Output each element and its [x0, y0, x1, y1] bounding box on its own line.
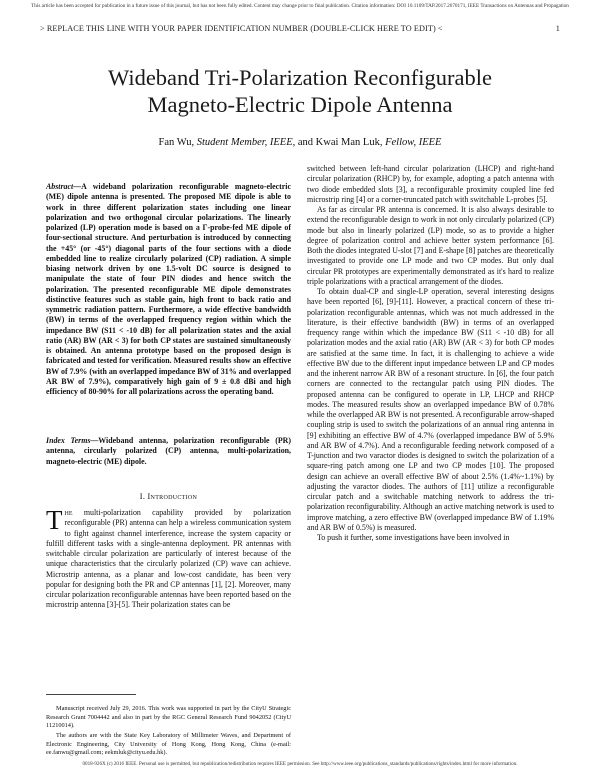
footnote-divider	[46, 694, 136, 695]
intro-first-word: he	[64, 508, 73, 517]
publication-notice: This article has been accepted for publication in a future issue of this journal, but has not been fully edited. Content may change prior to final publication. Citation information: DOI 10.1109/TAP.2017.2670171, IEEE Transactions on Antennas and Propagation	[31, 3, 569, 9]
title-line-2: Magneto-Electric Dipole Antenna	[147, 92, 453, 117]
intro-text: multi-polarization capability provided by polarization reconfigurable (PR) antenna can help a wireless communication system to fight against channel interference, increase the system capacity or fulfill different tasks with a single-antenna deployment. PR antennas with switchable circular polarization are particularly of interest because of the unique characteristics that the circularly polarized (CP) wave can achieve. Microstrip antenna, as a planar and low-cost candidate, has been very popular for designing both the PR and CP antennas [1], [2]. Moreover, many circular polarization reconfigurable antennas have been reported based on the microstrip antenna [3]-[5]. Their polarization states can be	[46, 508, 291, 610]
introduction-paragraph	[46, 505, 291, 611]
author-conjunction: and Kwai Man Luk,	[295, 137, 386, 148]
index-terms-lead: Index Terms	[46, 436, 91, 445]
right-column	[307, 164, 554, 543]
author-line	[60, 137, 540, 148]
paper-id-placeholder: > REPLACE THIS LINE WITH YOUR PAPER IDENTIFICATION NUMBER (DOUBLE-CLICK HERE TO EDIT) <	[40, 24, 443, 33]
index-terms	[46, 436, 291, 467]
index-terms-text: —Wideband antenna, polarization reconfigurable (PR) antenna, circularly polarized (CP) antenna, multi-polarization, magneto-electric (ME) dipole.	[46, 436, 291, 466]
section-heading	[46, 492, 291, 501]
abstract-text: —A wideband polarization reconfigurable magneto-electric (ME) dipole antenna is presented. The proposed ME dipole is able to work in three different polarization states including one linear polarization and two orthogonal circular polarizations. The linearly polarized (LP) operation mode is based on a Γ-probe-fed ME dipole of four-sectional structure. And perturbation is introduced by connecting the +45° (or -45°) diagonal parts of the four sections with a diode embedded line to realize circularly polarized (CP) radiation. A simple biasing network driven by one 1.5-volt DC source is designed to manipulate the state of four PIN diodes and hence switch the polarization. The presented reconfigurable ME dipole demonstrates distinctive features such as stable gain, high front to back ratio and symmetric radiation pattern. Furthermore, a wide effective bandwidth (BW) in terms of the overlapped frequency region within which the impedance BW (S11 < -10 dB) for all polarization states and the axial ratio (AR) BW (AR < 3) for both CP states are sustained simultaneously is obtained. An antenna prototype based on the proposed design is fabricated and tested for verification. Measured results show an effective BW of 7.9% (with an overlapped impedance BW of 31% and overlapped AR BW of 7.9%), comparatively high gain of 9 ± 0.8 dBi and high efficiency of 80-90% for all polarizations across the operating band.	[46, 182, 291, 396]
paragraph: To push it further, some investigations have been involved in	[317, 533, 510, 542]
drop-cap: T	[46, 505, 63, 535]
section-number: I.	[139, 492, 148, 501]
footnote-funding: Manuscript received July 29, 2016. This work was supported in part by the CityU Strategic Research Grant 7004442 and also in part by the RGC General Research Fund 9042052 (CityU 11210014).	[46, 705, 291, 729]
paper-title	[60, 64, 540, 118]
abstract	[46, 182, 291, 397]
paragraph: To obtain dual-CP and single-LP operation, several interesting designs have been reported [6], [9]-[11]. However, a practical concern of these tri-polarization reconfigurable antennas, which was not much addressed in the literature, is their effective bandwidth (BW) in terms of an overlapped frequency range within which the impedance BW (S11 < -10 dB) for all polarization modes and the axial ratio (AR) BW (AR < 3) for both CP modes are satisfied at the same time. In fact, it is challenging to achieve a wide effective BW due to the different input impedance between LP and CP modes and the inherent narrow AR BW of a resonant structure. In [6], the four patch corners are connected to the rectangular patch using PIN diodes. The proposed antenna can be configured to operate in LP, LHCP and RHCP modes. The measured results show an overlapped impedance BW of 0.78% while the overlapped AR BW is not presented. A reconfigurable arrow-shaped coupling strip is used to switch the polarizations of an annual ring antenna in [9] exhibiting an effective BW of 4.7% (overlapped impedance BW of 5.9% and AR BW of 4.7%). And a reconfigurable feeding network composed of a T-junction and two varactor diodes is designed to switch the polarization of a square-ring patch among one LP and two CP modes [10]. The proposed design can achieve an overall effective BW of about 2.5% (1.4%~1.1%) by adjusting the varactor diodes. The authors of [11] utilize a reconfigurable circular patch and a switchable matching network to address the tri-polarization reconfigurability. Although an active matching network is used to improve matching, a zero effective BW (overlapped impedance BW of 1.19% and AR BW of 0.5%) is measured.	[307, 287, 554, 532]
paragraph: switched between left-hand circular polarization (LHCP) and right-hand circular polarization (RHCP) by, for example, adopting a patch antenna with two diode embedded slots [3], a reconfigurable proximity coupled line fed microstrip ring [4] or a corner-truncated patch with switchable L-probes [5].	[307, 164, 554, 204]
abstract-lead: Abstract	[46, 182, 74, 191]
title-line-1: Wideband Tri-Polarization Reconfigurable	[107, 65, 492, 90]
running-header	[40, 24, 560, 33]
copyright-footer: 0018-926X (c) 2016 IEEE. Personal use is permitted, but republication/redistribution requires IEEE permission. See http://www.ieee.org/publications_standards/publications/rights/index.html for more information.	[82, 761, 518, 767]
author-1-role: Student Member, IEEE,	[196, 137, 296, 148]
section-title: Introduction	[147, 492, 198, 501]
footnote-affiliation: The authors are with the State Key Laboratory of Millimeter Waves, and Department of Electronic Engineering, City University of Hong Kong, Hong Kong, China (e-mail: ee.fanwu@gmail.com; eekmluk@cityu.edu.hk).	[46, 732, 291, 756]
paragraph: As far as circular PR antenna is concerned. It is also always desirable to extend the reconfigurable design to work in not only circularly polarized (CP) mode but also in linearly polarized (LP) mode, so as to provide a higher degree of polarization control and achieve better system performance [6]. Both the diodes integrated U-slot [7] and E-shape [8] patches are theoretically investigated to provide one LP mode and two CP modes. But only dual circular PR prototypes are experimentally demonstrated as it's hard to realize triple polarizations with a practical arrangement of the diodes.	[307, 205, 554, 286]
author-1-name: Fan Wu,	[158, 137, 197, 148]
author-2-role: Fellow, IEEE	[385, 137, 442, 148]
page-number: 1	[555, 24, 560, 33]
